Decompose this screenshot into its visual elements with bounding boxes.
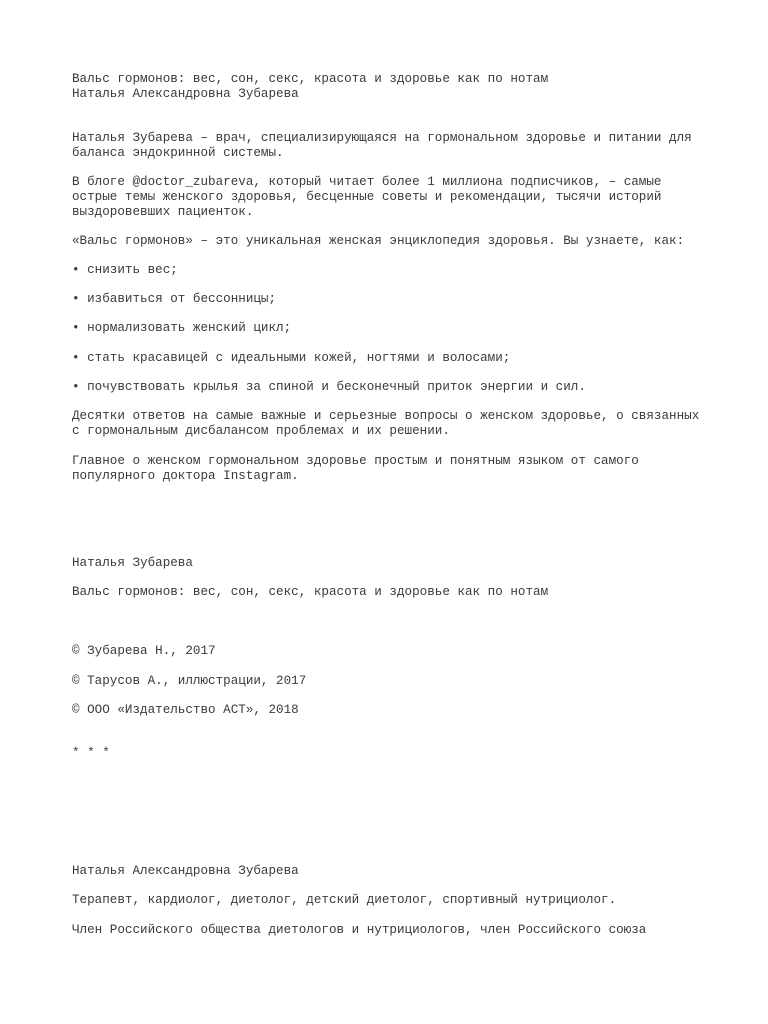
- annotation-blog-line-1: В блоге @doctor_zubareva, который читает более 1 миллиона подписчиков, – самые: [72, 175, 662, 189]
- copyright-line: © Зубарева Н., 2017: [72, 644, 216, 658]
- bullet-item: • стать красавицей с идеальными кожей, ногтями и волосами;: [72, 351, 511, 365]
- annotation-lead: «Вальс гормонов» – это уникальная женская энциклопедия здоровья. Вы узнаете, как:: [72, 234, 685, 248]
- about-author-profession: Терапевт, кардиолог, диетолог, детский диетолог, спортивный нутрициолог.: [72, 893, 617, 907]
- annotation-intro-line-1: Наталья Зубарева – врач, специализирующаяся на гормональном здоровье и питании для: [72, 131, 692, 145]
- annotation-main-line-1: Главное о женском гормональном здоровье простым и понятным языком от самого: [72, 454, 639, 468]
- bullet-item: • снизить вес;: [72, 263, 178, 277]
- annotation-answers-line-2: с гормональным дисбалансом проблемах и их решении.: [72, 424, 450, 438]
- annotation-main-line-2: популярного доктора Instagram.: [72, 469, 299, 483]
- annotation-intro-line-2: баланса эндокринной системы.: [72, 146, 284, 160]
- about-author-membership: Член Российского общества диетологов и нутрициологов, член Российского союза: [72, 923, 647, 937]
- bullet-item: • почувствовать крылья за спиной и бесконечный приток энергии и сил.: [72, 380, 586, 394]
- about-author-name: Наталья Александровна Зубарева: [72, 864, 299, 878]
- annotation-blog-line-3: выздоровевших пациенток.: [72, 205, 254, 219]
- annotation-blog-line-2: острые темы женского здоровья, бесценные советы и рекомендации, тысячи историй: [72, 190, 662, 204]
- section-separator: * * *: [72, 746, 110, 760]
- title-page-author: Наталья Зубарева: [72, 556, 193, 570]
- copyright-line: © Тарусов А., иллюстрации, 2017: [72, 674, 307, 688]
- title-page-title: Вальс гормонов: вес, сон, секс, красота и здоровье как по нотам: [72, 585, 549, 599]
- book-title: Вальс гормонов: вес, сон, секс, красота и здоровье как по нотам: [72, 72, 549, 86]
- annotation-answers-line-1: Десятки ответов на самые важные и серьезные вопросы о женском здоровье, о связанных: [72, 409, 700, 423]
- copyright-line: © ООО «Издательство АСТ», 2018: [72, 703, 299, 717]
- bullet-item: • избавиться от бессонницы;: [72, 292, 277, 306]
- bullet-item: • нормализовать женский цикл;: [72, 321, 292, 335]
- author-full-name: Наталья Александровна Зубарева: [72, 87, 299, 101]
